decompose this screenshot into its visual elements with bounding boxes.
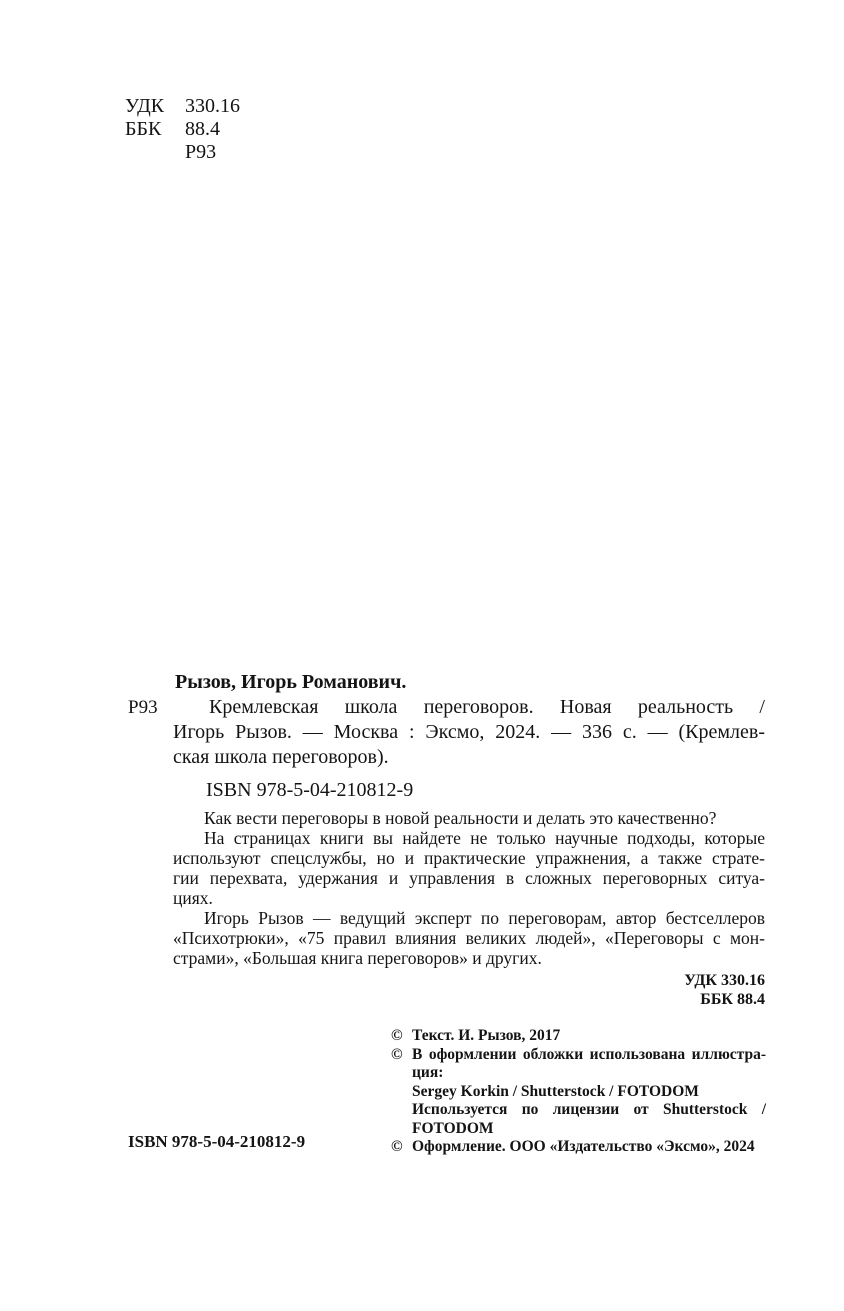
- copyright-line: [391, 1120, 766, 1139]
- author-sign-row: [125, 141, 240, 164]
- copyright-text: FOTODOM: [412, 1119, 494, 1137]
- annotation-line: Игорь Рызов — ведущий эксперт по переговорам, автор бестселлеров: [204, 908, 765, 928]
- catalog-marker: Р93: [128, 697, 158, 718]
- copyright-symbol: [391, 1064, 412, 1083]
- udk-code-row: [125, 95, 240, 118]
- copyright-text: Текст. И. Рызов, 2017: [412, 1027, 561, 1044]
- copyright-line: [391, 1083, 766, 1102]
- copyright-text: ция:: [412, 1064, 444, 1081]
- annotation-paragraph: [173, 808, 765, 828]
- copyright-line: [391, 1138, 766, 1157]
- right-classification-codes: [125, 971, 765, 1009]
- copyright-symbol: ©: [391, 1045, 403, 1063]
- copyright-symbol: [391, 1083, 412, 1102]
- udk-value: 330.16: [185, 95, 240, 117]
- catalog-entry-line: Кремлевская школа переговоров. Новая реальность /: [209, 696, 765, 718]
- annotation-paragraph: [173, 828, 765, 908]
- bbk-label: ББК: [125, 118, 162, 140]
- copyright-line: [391, 1064, 766, 1083]
- copyright-symbol: [391, 1101, 412, 1120]
- copyright-line: [391, 1046, 766, 1065]
- copyright-symbol: ©: [391, 1138, 403, 1155]
- author-sign-label: [125, 141, 185, 164]
- copyright-text: В оформлении обложки использована иллюстра-: [412, 1045, 766, 1063]
- annotation: [173, 808, 765, 968]
- catalog-entry-line: Игорь Рызов. — Москва : Эксмо, 2024. — 336 с. — (Кремлев-: [173, 721, 765, 743]
- udk-code-right: УДК 330.16: [684, 972, 765, 989]
- bbk-code-row: [125, 118, 240, 141]
- bbk-code-right: ББК 88.4: [700, 991, 765, 1008]
- author-sign-value: Р93: [185, 141, 217, 163]
- copyright-symbol: ©: [391, 1027, 403, 1044]
- annotation-line: циях.: [173, 888, 213, 908]
- copyright-symbol: [391, 1120, 412, 1139]
- bbk-value: 88.4: [185, 118, 220, 140]
- udk-label: УДК: [125, 95, 165, 117]
- copyright-line: [391, 1027, 766, 1046]
- annotation-line: На страницах книги вы найдете не только научные подходы, которые: [204, 828, 765, 848]
- bottom-isbn: ISBN 978-5-04-210812-9: [128, 1132, 306, 1151]
- copyright-text: Оформление. ООО «Издательство «Эксмо», 2024: [412, 1138, 755, 1155]
- top-classification-codes: [125, 95, 240, 164]
- catalog-entry-line: ская школа переговоров).: [173, 746, 389, 768]
- annotation-paragraph: [173, 908, 765, 968]
- catalog-isbn: ISBN 978-5-04-210812-9: [206, 779, 414, 801]
- copyright-text: Используется по лицензии от Shutterstock /: [412, 1101, 766, 1118]
- annotation-line: гии перехвата, удержания и управления в сложных переговорных ситуа-: [173, 868, 765, 888]
- author-heading: Рызов, Игорь Романович.: [175, 671, 407, 693]
- catalog-body: [173, 670, 765, 803]
- copyright-line: [391, 1101, 766, 1120]
- annotation-line: «Психотрюки», «75 правил влияния великих людей», «Переговоры с мон-: [173, 928, 765, 948]
- annotation-line: страми», «Большая книга переговоров» и других.: [173, 948, 542, 968]
- copyright-block: [391, 1027, 766, 1157]
- catalog-card: [125, 670, 765, 1009]
- annotation-line: используют спецслужбы, но и практические упражнения, а также страте-: [173, 848, 765, 868]
- annotation-line: Как вести переговоры в новой реальности и делать это качественно?: [204, 808, 717, 828]
- copyright-text: Sergey Korkin / Shutterstock / FOTODOM: [412, 1082, 699, 1100]
